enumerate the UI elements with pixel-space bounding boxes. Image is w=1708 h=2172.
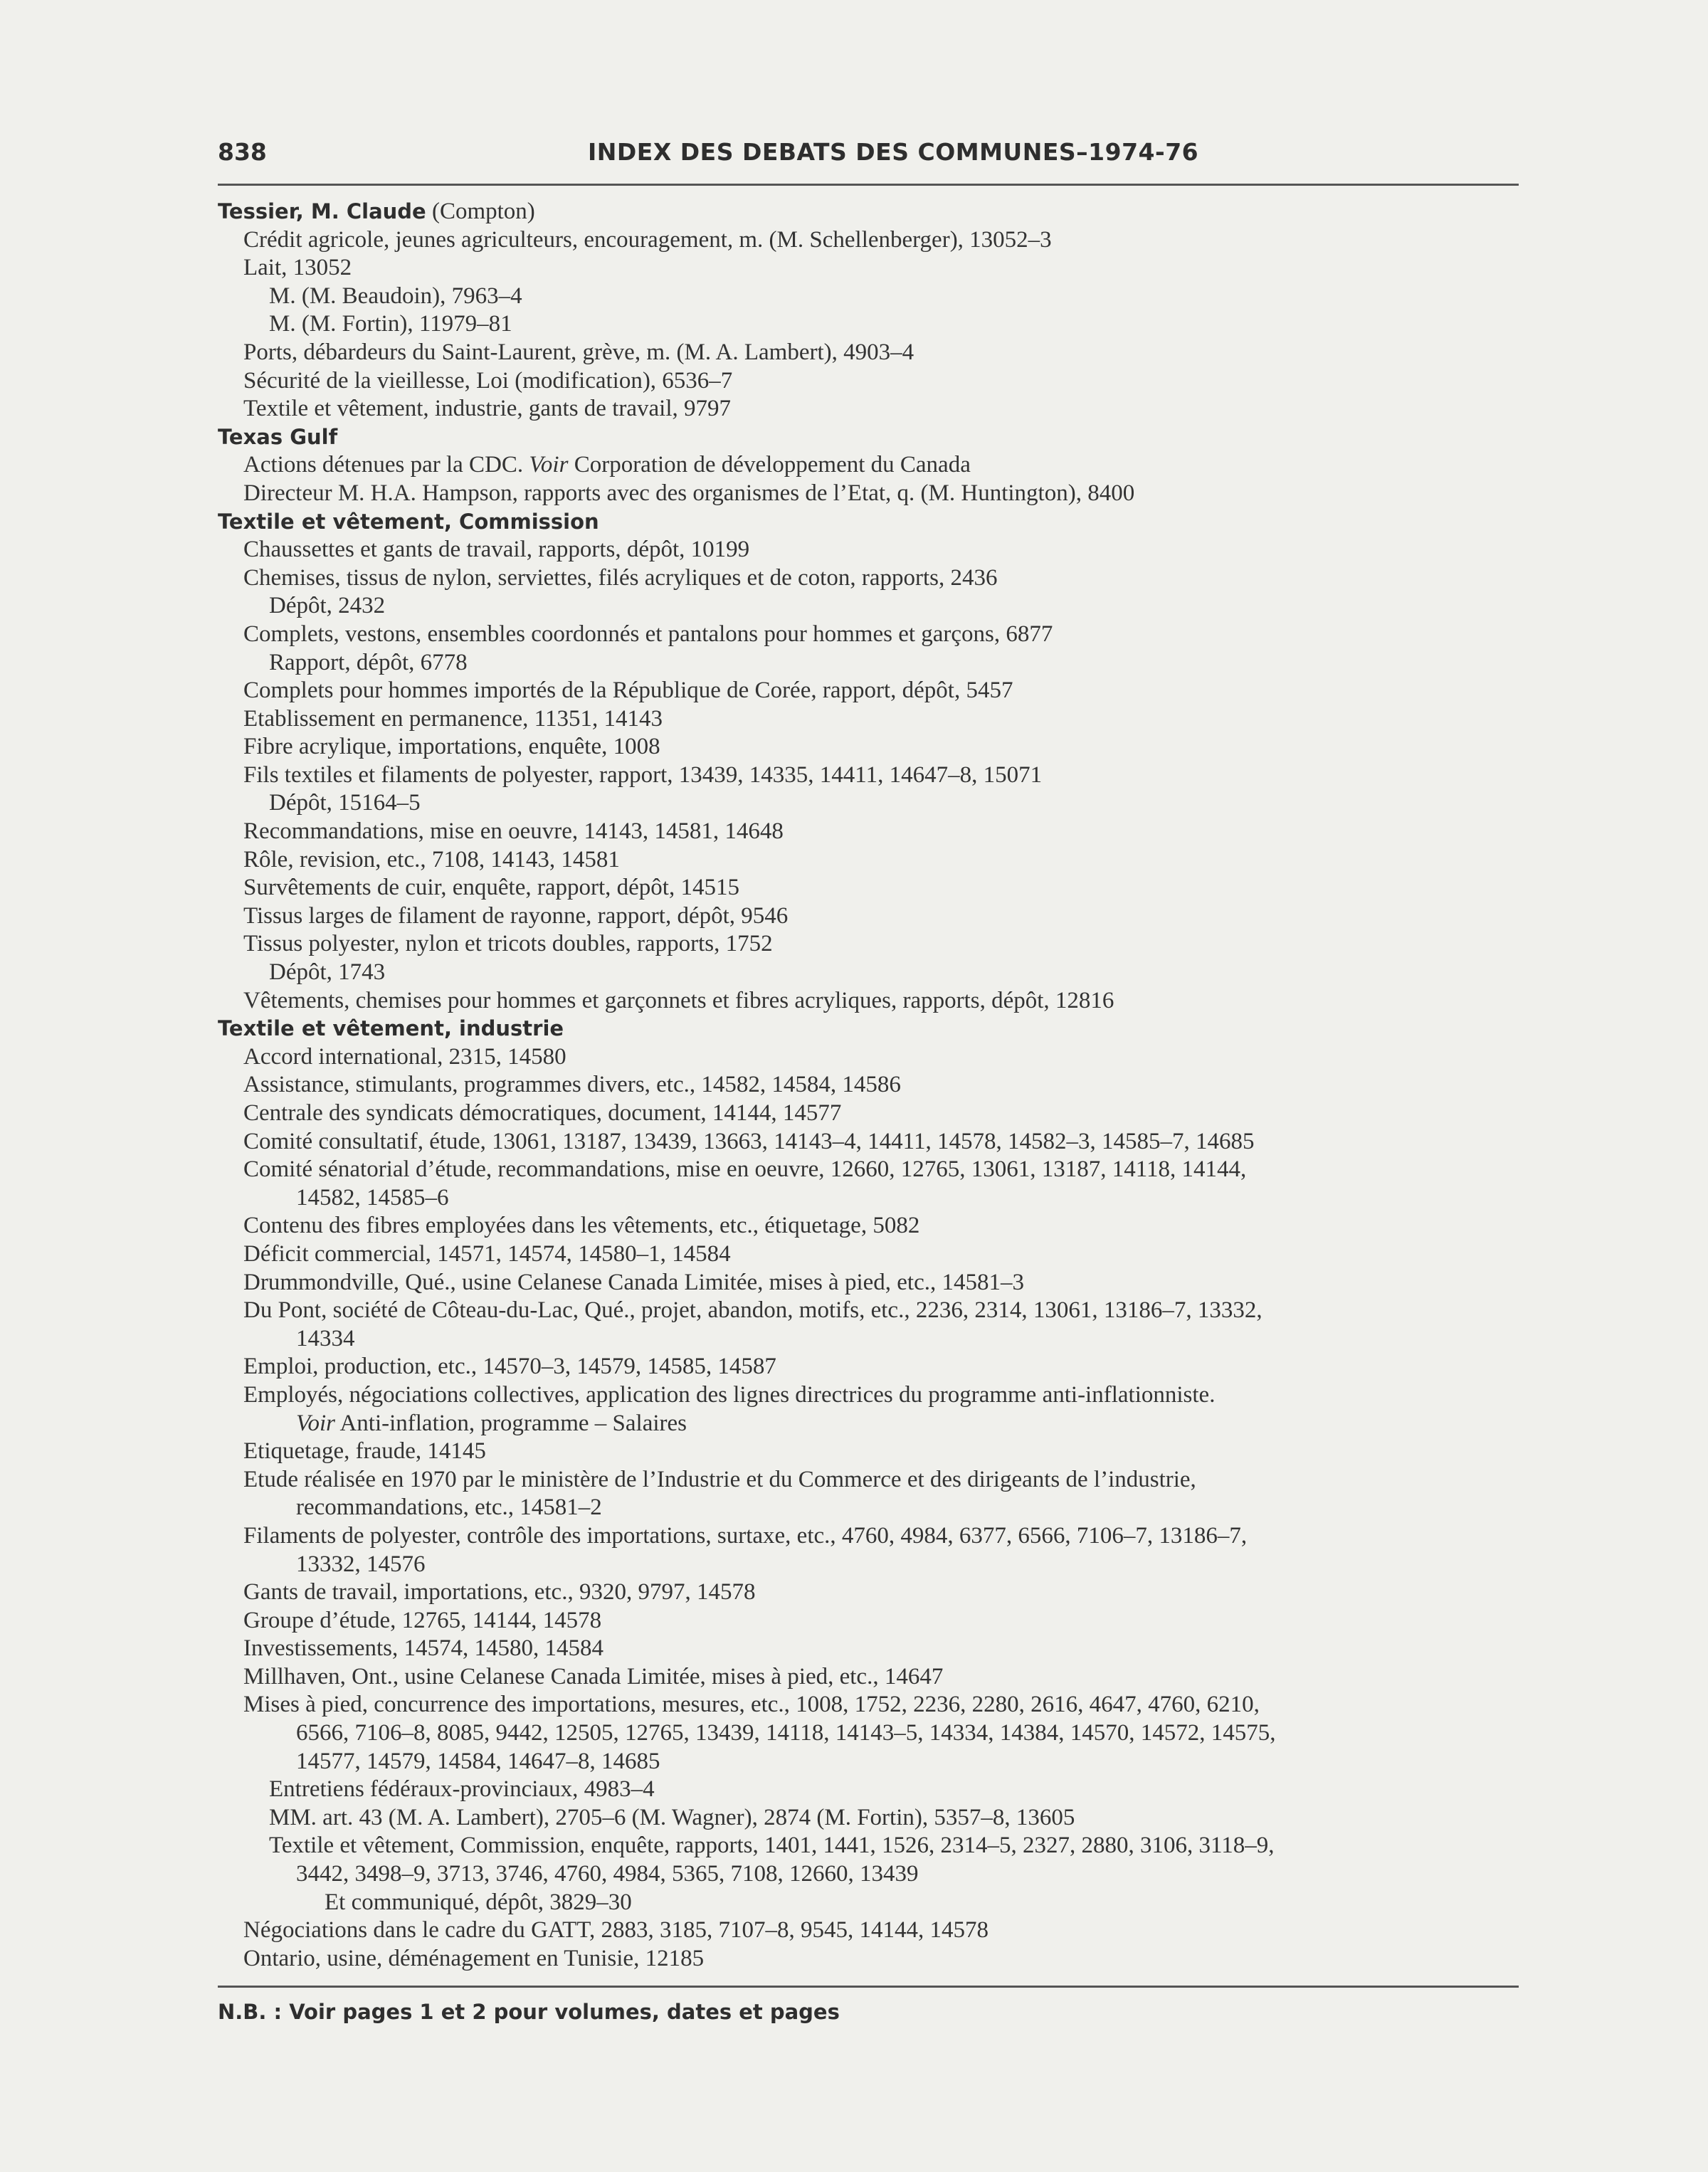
index-subentry: Etude réalisée en 1970 par le ministère de l’Industrie et du Commerce et des dirigeants de l’industrie,	[243, 1466, 1196, 1492]
index-subentry: Mises à pied, concurrence des importations, mesures, etc., 1008, 1752, 2236, 2280, 2616, 4647, 4760, 6210,	[243, 1692, 1260, 1718]
index-subentry: Groupe d’étude, 12765, 14144, 14578	[243, 1607, 602, 1633]
index-subentry: Assistance, stimulants, programmes divers, etc., 14582, 14584, 14586	[243, 1072, 901, 1098]
see-reference: Voir	[296, 1410, 336, 1436]
index-subentry: Centrale des syndicats démocratiques, document, 14144, 14577	[243, 1100, 842, 1126]
index-subentry: Dépôt, 1743	[269, 959, 386, 986]
index-subentry: Dépôt, 2432	[269, 593, 386, 619]
index-subentry: Accord international, 2315, 14580	[243, 1043, 566, 1070]
index-subentry: Ports, débardeurs du Saint-Laurent, grève, m. (M. A. Lambert), 4903–4	[243, 339, 914, 365]
index-continuation: 14582, 14585–6	[296, 1184, 449, 1211]
index-subentry: Et communiqué, dépôt, 3829–30	[325, 1889, 632, 1915]
index-heading: Texas Gulf	[218, 424, 338, 449]
index-subentry: Survêtements de cuir, enquête, rapport, dépôt, 14515	[243, 875, 739, 901]
index-continuation: 6566, 7106–8, 8085, 9442, 12505, 12765, 13439, 14118, 14143–5, 14334, 14384, 14570, 14572, 14575,	[296, 1720, 1276, 1746]
index-subentry: Dépôt, 15164–5	[269, 790, 421, 816]
index-subentry: Textile et vêtement, industrie, gants de travail, 9797	[243, 396, 731, 422]
index-subentry: Fibre acrylique, importations, enquête, 1008	[243, 734, 660, 760]
index-entries	[218, 198, 1519, 1973]
index-subentry: Comité consultatif, étude, 13061, 13187, 13439, 13663, 14143–4, 14411, 14578, 14582–3, 14585–7, 14685	[243, 1128, 1255, 1154]
index-continuation: 13332, 14576	[296, 1551, 426, 1577]
see-reference: Voir	[529, 452, 569, 478]
index-subentry: Négociations dans le cadre du GATT, 2883, 3185, 7107–8, 9545, 14144, 14578	[243, 1917, 989, 1944]
index-subentry: Crédit agricole, jeunes agriculteurs, encouragement, m. (M. Schellenberger), 13052–3	[243, 226, 1052, 253]
index-heading: Textile et vêtement, Commission	[218, 509, 599, 534]
index-heading: Textile et vêtement, industrie	[218, 1016, 564, 1041]
index-subentry: MM. art. 43 (M. A. Lambert), 2705–6 (M. Wagner), 2874 (M. Fortin), 5357–8, 13605	[269, 1804, 1075, 1830]
index-subentry: Complets pour hommes importés de la République de Corée, rapport, dépôt, 5457	[243, 678, 1013, 704]
index-subentry: Investissements, 14574, 14580, 14584	[243, 1635, 603, 1662]
index-subentry: Fils textiles et filaments de polyester, rapport, 13439, 14335, 14411, 14647–8, 15071	[243, 761, 1043, 788]
page-title: INDEX DES DEBATS DES COMMUNES–1974-76	[588, 138, 1199, 166]
index-subentry: Contenu des fibres employées dans les vêtements, etc., étiquetage, 5082	[243, 1213, 920, 1239]
index-subentry: Complets, vestons, ensembles coordonnés et pantalons pour hommes et garçons, 6877	[243, 621, 1053, 647]
index-subentry: Etiquetage, fraude, 14145	[243, 1438, 486, 1465]
index-continuation: 14577, 14579, 14584, 14647–8, 14685	[296, 1748, 660, 1774]
page-header	[218, 132, 1519, 175]
index-subentry: M. (M. Fortin), 11979–81	[269, 311, 512, 337]
index-continuation: 14334	[296, 1325, 355, 1351]
header-divider	[218, 184, 1519, 186]
index-subentry: Recommandations, mise en oeuvre, 14143, 14581, 14648	[243, 818, 784, 845]
index-subentry: Etablissement en permanence, 11351, 14143	[243, 705, 663, 732]
index-subentry: Déficit commercial, 14571, 14574, 14580–1, 14584	[243, 1240, 731, 1267]
index-subentry: Filaments de polyester, contrôle des importations, surtaxe, etc., 4760, 4984, 6377, 6566, 7106–7, 13186–7,	[243, 1522, 1248, 1549]
index-subentry: Employés, négociations collectives, application des lignes directrices du programme anti-inflationniste.	[243, 1381, 1216, 1408]
index-heading: Tessier, M. Claude (Compton)	[218, 199, 535, 224]
index-subentry: M. (M. Beaudoin), 7963–4	[269, 283, 522, 309]
page-number: 838	[218, 138, 267, 166]
index-subentry: Emploi, production, etc., 14570–3, 14579, 14585, 14587	[243, 1354, 776, 1380]
index-subentry: Chemises, tissus de nylon, serviettes, filés acryliques et de coton, rapports, 2436	[243, 564, 998, 591]
index-subentry: Tissus polyester, nylon et tricots doubles, rapports, 1752	[243, 931, 773, 957]
index-subentry: Du Pont, société de Côteau-du-Lac, Qué., projet, abandon, motifs, etc., 2236, 2314, 13061, 13186–7, 13332,	[243, 1297, 1262, 1324]
index-subentry: Gants de travail, importations, etc., 9320, 9797, 14578	[243, 1579, 756, 1606]
index-subentry: Lait, 13052	[243, 255, 352, 281]
index-subentry: Vêtements, chemises pour hommes et garçonnets et fibres acryliques, rapports, dépôt, 12816	[243, 987, 1114, 1013]
index-subentry: Comité sénatorial d’étude, recommandations, mise en oeuvre, 12660, 12765, 13061, 13187, 14118, 14144,	[243, 1156, 1247, 1183]
index-subentry: Tissus larges de filament de rayonne, rapport, dépôt, 9546	[243, 902, 789, 929]
footer-divider	[218, 1986, 1519, 1988]
index-continuation: recommandations, etc., 14581–2	[296, 1494, 602, 1521]
index-subentry: Drummondville, Qué., usine Celanese Canada Limitée, mises à pied, etc., 14581–3	[243, 1269, 1024, 1295]
index-subentry: Rôle, revision, etc., 7108, 14143, 14581	[243, 846, 620, 873]
footer-note: N.B. : Voir pages 1 et 2 pour volumes, dates et pages	[218, 2000, 840, 2024]
index-subentry: Ontario, usine, déménagement en Tunisie, 12185	[243, 1945, 705, 1971]
index-subentry: Chaussettes et gants de travail, rapports, dépôt, 10199	[243, 537, 750, 563]
index-continuation: 3442, 3498–9, 3713, 3746, 4760, 4984, 5365, 7108, 12660, 13439	[296, 1861, 919, 1887]
index-subentry: Directeur M. H.A. Hampson, rapports avec des organismes de l’Etat, q. (M. Huntington), 8400	[243, 480, 1135, 506]
index-subentry: Sécurité de la vieillesse, Loi (modification), 6536–7	[243, 367, 733, 394]
index-subentry: Actions détenues par la CDC. Voir Corporation de développement du Canada	[243, 452, 971, 478]
index-continuation: Voir Anti-inflation, programme – Salaires	[296, 1410, 687, 1436]
index-subentry: Textile et vêtement, Commission, enquête, rapports, 1401, 1441, 1526, 2314–5, 2327, 2880, 3106, 3118–9,	[269, 1833, 1275, 1859]
index-subentry: Entretiens fédéraux-provinciaux, 4983–4	[269, 1776, 655, 1803]
index-subentry: Rapport, dépôt, 6778	[269, 649, 468, 675]
index-subentry: Millhaven, Ont., usine Celanese Canada Limitée, mises à pied, etc., 14647	[243, 1663, 944, 1689]
